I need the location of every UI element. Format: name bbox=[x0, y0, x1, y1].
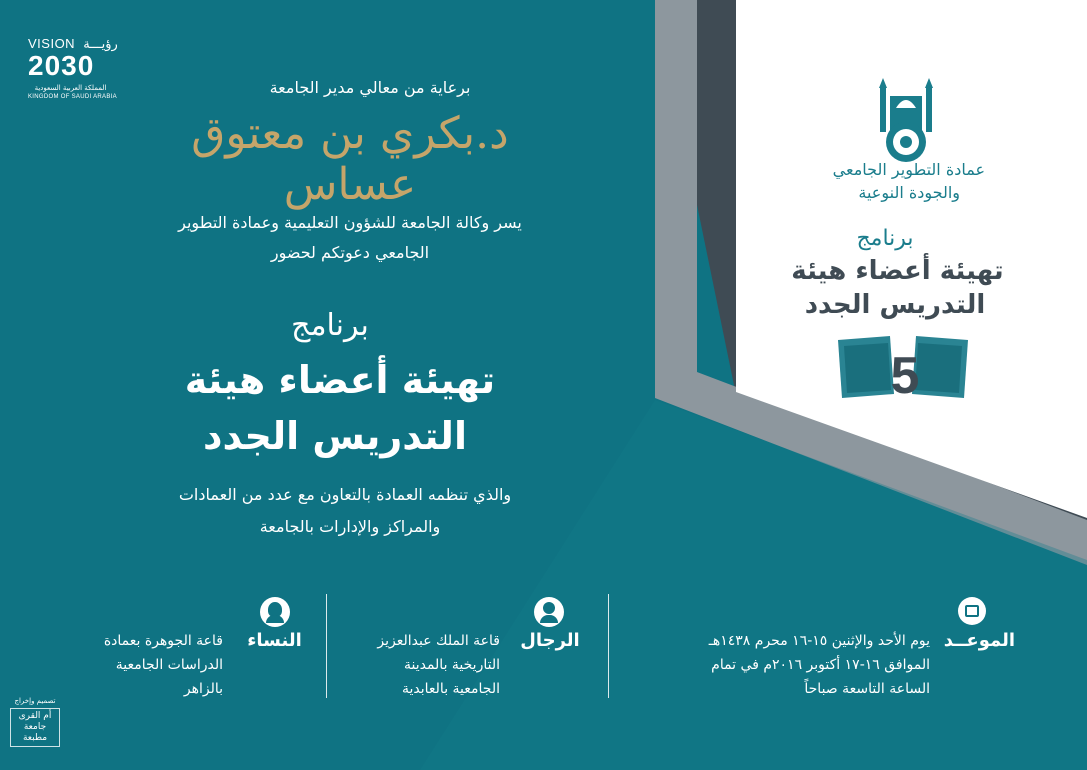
vision-kingdom-en: KINGDOM OF SAUDI ARABIA bbox=[28, 94, 117, 100]
press-line-2: جامعة bbox=[23, 722, 47, 732]
men-icon bbox=[534, 597, 564, 627]
women-line-1: قاعة الجوهرة بعمادة bbox=[103, 633, 223, 649]
divider-left bbox=[326, 594, 327, 698]
vision-kingdom-ar: المملكة العربية السعودية bbox=[34, 84, 107, 92]
press-line-3: مطبعة bbox=[22, 733, 48, 743]
side-program-title-line-2: التدريس الجدد bbox=[804, 290, 986, 320]
women-line-3: بالزاهر bbox=[183, 681, 223, 697]
schedule-line-2: الموافق ١٦-١٧ أكتوبر ٢٠١٦م في تمام bbox=[711, 657, 930, 673]
rector-name-calligraphy: د.بكري بن معتوق عساس bbox=[191, 108, 509, 210]
schedule-line-1: يوم الأحد والإثنين ١٥-١٦ محرم ١٤٣٨هـ bbox=[708, 633, 930, 649]
patronage-line: برعاية من معالي مدير الجامعة bbox=[269, 78, 471, 97]
divider-right bbox=[608, 594, 609, 698]
vision-latin: VISION bbox=[28, 36, 76, 51]
women-heading: النساء bbox=[247, 630, 302, 651]
design-credit bbox=[10, 697, 60, 759]
deanship-line-2: والجودة النوعية bbox=[858, 183, 960, 202]
side-program-label: برنامج bbox=[856, 226, 914, 251]
invitation-line-2: الجامعي دعوتكم لحضور bbox=[270, 243, 430, 262]
vision-arabic: رؤيـــة bbox=[83, 36, 118, 51]
program-title-line-2: التدريس الجدد bbox=[203, 414, 467, 458]
schedule-heading: الموعــد bbox=[943, 630, 1015, 651]
program-label: برنامج bbox=[291, 308, 369, 343]
schedule-line-3: الساعة التاسعة صباحاً bbox=[804, 681, 930, 697]
program-title-line-1: تهيئة أعضاء هيئة bbox=[184, 358, 496, 402]
men-heading: الرجال bbox=[520, 630, 580, 651]
men-line-3: الجامعية بالعابدية bbox=[402, 681, 500, 697]
press-line-1: أم القرى bbox=[18, 711, 52, 721]
design-credit-caption: تصميم وإخراج bbox=[14, 697, 56, 705]
edition-number: 5 bbox=[890, 347, 920, 405]
side-program-title-line-1: تهيئة أعضاء هيئة bbox=[791, 256, 1004, 286]
women-icon bbox=[260, 597, 290, 627]
schedule-icon bbox=[958, 597, 986, 625]
organized-line-2: والمراكز والإدارات بالجامعة bbox=[259, 517, 441, 536]
university-emblem-icon bbox=[874, 78, 938, 164]
organized-line-1: والذي تنظمه العمادة بالتعاون مع عدد من العمادات bbox=[178, 485, 512, 504]
men-line-1: قاعة الملك عبدالعزيز bbox=[377, 633, 500, 649]
press-logo bbox=[10, 708, 60, 747]
vision-year: 2030 bbox=[28, 50, 95, 81]
women-line-2: الدراسات الجامعية bbox=[115, 657, 223, 673]
men-line-2: التاريخية بالمدينة bbox=[403, 657, 500, 673]
deanship-line-1: عمادة التطوير الجامعي bbox=[832, 160, 985, 179]
vision-2030-logo bbox=[28, 36, 130, 106]
invitation-line-1: يسر وكالة الجامعة للشؤون التعليمية وعمادة التطوير bbox=[178, 213, 522, 232]
